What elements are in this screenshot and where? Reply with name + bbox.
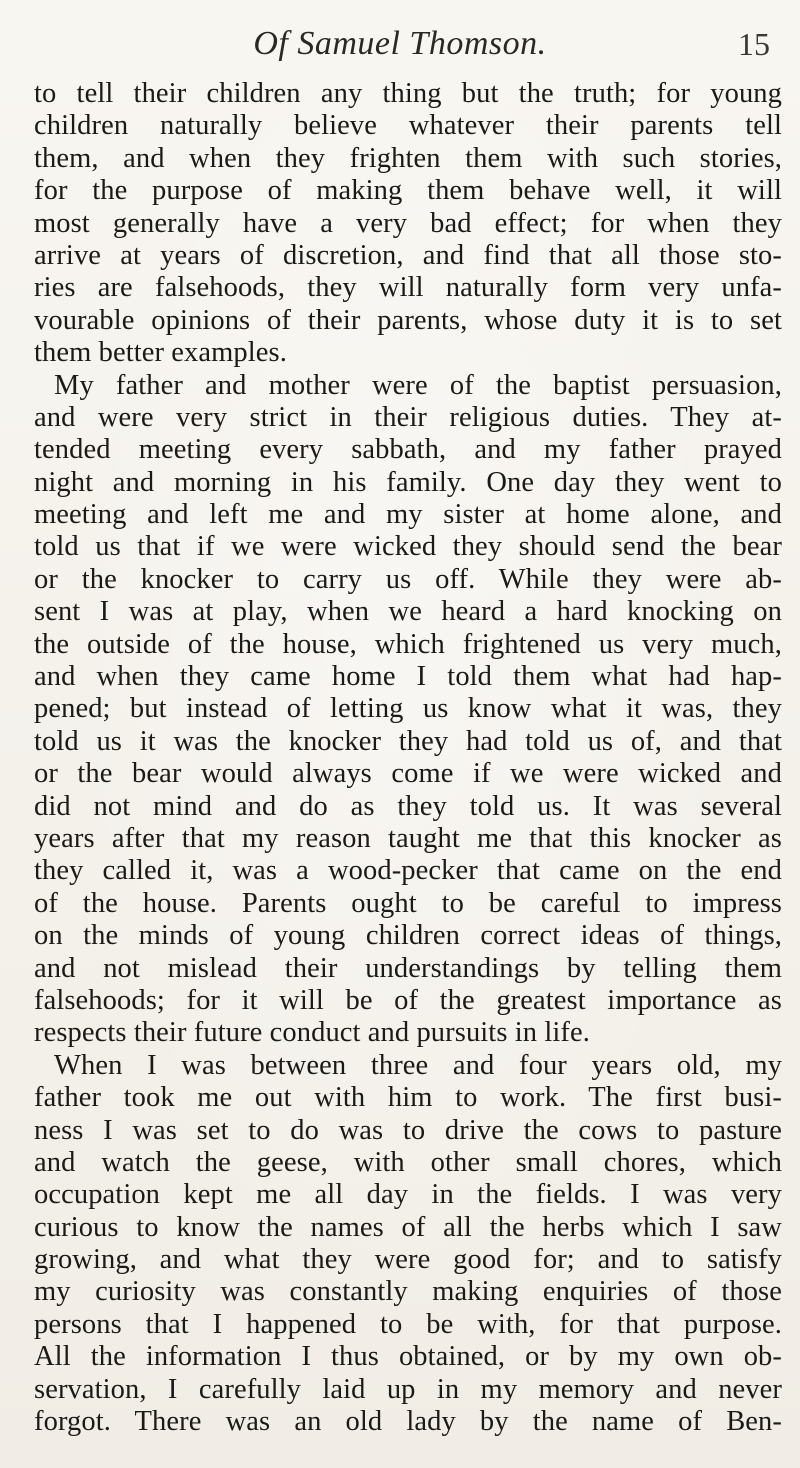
text-line: father took me out with him to work. The first busi-	[34, 1082, 782, 1114]
text-line: sent I was at play, when we heard a hard knocking on	[34, 596, 782, 628]
text-line: meeting and left me and my sister at home alone, and	[34, 499, 782, 531]
text-line: servation, I carefully laid up in my memory and never	[34, 1373, 782, 1405]
text-line: respects their future conduct and pursuits in life.	[34, 1017, 590, 1049]
text-line: occupation kept me all day in the fields. I was very	[34, 1179, 782, 1211]
text-line: or the bear would always come if we were wicked and	[34, 758, 782, 790]
text-line: My father and mother were of the baptist persuasion,	[54, 369, 782, 401]
text-line: night and morning in his family. One day they went to	[34, 466, 782, 498]
text-line: curious to know the names of all the herbs which I saw	[34, 1211, 782, 1243]
text-line: on the minds of young children correct ideas of things,	[34, 920, 782, 952]
text-line: them, and when they frighten them with such stories,	[34, 142, 782, 174]
text-line: falsehoods; for it will be of the greatest importance as	[34, 984, 782, 1016]
text-line: and watch the geese, with other small chores, which	[34, 1146, 782, 1178]
text-line: ness I was set to do was to drive the cows to pasture	[34, 1114, 782, 1146]
text-line: All the information I thus obtained, or by my own ob-	[34, 1341, 782, 1373]
text-line: or the knocker to carry us off. While they were ab-	[34, 563, 782, 595]
text-line: most generally have a very bad effect; for when they	[34, 207, 782, 239]
page-number: 15	[738, 26, 770, 62]
text-line: and when they came home I told them what had hap-	[34, 661, 782, 693]
text-line: told us that if we were wicked they should send the bear	[34, 531, 782, 563]
text-line: them better examples.	[34, 337, 287, 369]
text-line: for the purpose of making them behave well, it will	[34, 175, 782, 207]
text-line: arrive at years of discretion, and find that all those sto-	[34, 239, 782, 271]
text-line: growing, and what they were good for; and to satisfy	[34, 1244, 782, 1276]
text-line: persons that I happened to be with, for that purpose.	[34, 1308, 782, 1340]
text-line: tended meeting every sabbath, and my father prayed	[34, 434, 782, 466]
text-line: told us it was the knocker they had told us of, and that	[34, 725, 782, 757]
text-line: children naturally believe whatever their parents tell	[34, 110, 782, 142]
text-line: did not mind and do as they told us. It was several	[34, 790, 782, 822]
text-line: my curiosity was constantly making enquiries of those	[34, 1276, 782, 1308]
text-line: and not mislead their understandings by telling them	[34, 952, 782, 984]
text-line: they called it, was a wood-pecker that came on the end	[34, 855, 782, 887]
text-line: vourable opinions of their parents, whose duty it is to set	[34, 304, 782, 336]
text-line: forgot. There was an old lady by the name of Ben-	[34, 1406, 782, 1438]
text-line: to tell their children any thing but the truth; for young	[34, 78, 782, 109]
body-text	[34, 78, 782, 1438]
text-line: years after that my reason taught me that this knocker as	[34, 822, 782, 854]
text-line: and were very strict in their religious duties. They at-	[34, 401, 782, 433]
text-line: of the house. Parents ought to be careful to impress	[34, 887, 782, 919]
text-line: ries are falsehoods, they will naturally form very unfa-	[34, 272, 782, 304]
running-title: Of Samuel Thomson.	[253, 25, 547, 62]
text-line: pened; but instead of letting us know what it was, they	[34, 693, 782, 725]
text-line: the outside of the house, which frightened us very much,	[34, 628, 782, 660]
running-head	[0, 14, 800, 74]
text-line: When I was between three and four years old, my	[54, 1049, 782, 1081]
